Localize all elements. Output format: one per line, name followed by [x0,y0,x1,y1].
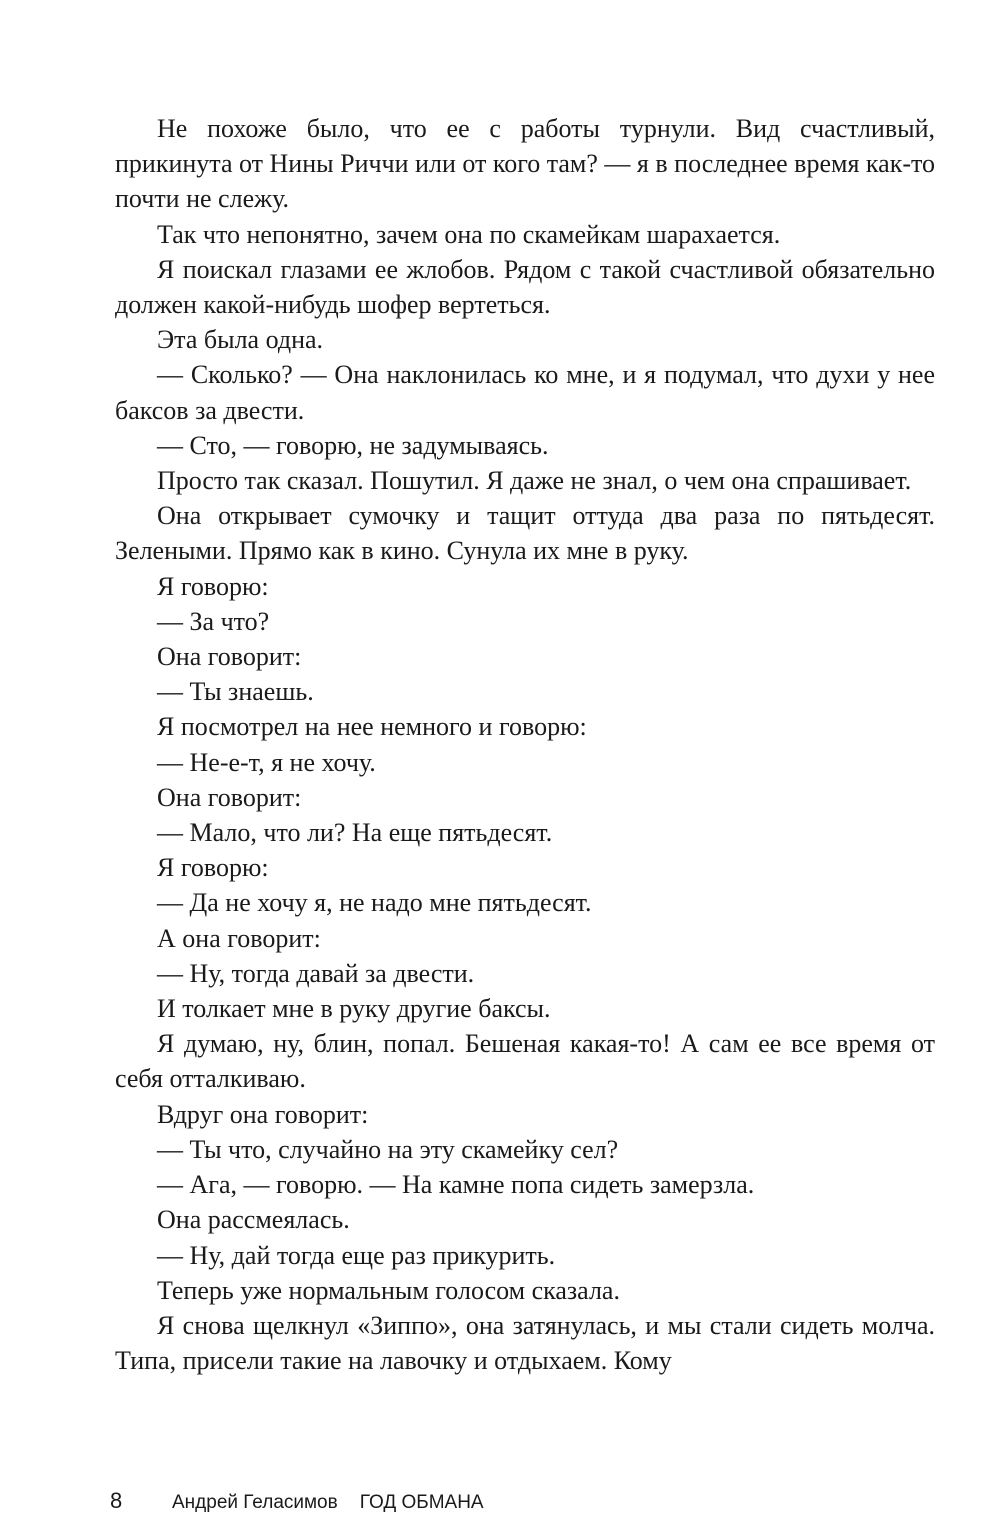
paragraph: Она рассмеялась. [157,1205,350,1235]
paragraph: Не похоже было, что ее с работы турнули. Вид счастливый, прикинута от Нины Риччи или от кого там? — я в последнее время как-то почти не слежу. [115,114,935,214]
page-number: 8 [110,1488,123,1513]
paragraph: Я посмотрел на нее немного и говорю: [157,712,587,742]
paragraph: Теперь уже нормальным голосом сказала. [157,1275,620,1305]
book-title: ГОД ОБМАНА [359,1492,484,1513]
paragraph: — Сколько? — Она наклонилась ко мне, и я подумал, что духи у нее баксов за двести. [115,360,935,425]
page-text [115,111,935,1378]
author-name: Андрей Геласимов [172,1492,338,1513]
paragraph: — Ты что, случайно на эту скамейку сел? [157,1134,619,1164]
paragraph: — Ну, дай тогда еще раз прикурить. [157,1240,556,1270]
paragraph: Она говорит: [157,642,302,672]
paragraph: — Сто, — говорю, не задумываясь. [157,430,549,460]
paragraph: А она говорит: [157,923,321,953]
paragraph: Эта была одна. [157,325,324,355]
paragraph: Я думаю, ну, блин, попал. Бешеная какая-то! А сам ее все время от себя отталкиваю. [115,1029,935,1094]
paragraph: — Не-е-т, я не хочу. [157,747,376,777]
paragraph: — За что? [157,606,270,636]
paragraph: — Ага, — говорю. — На камне попа сидеть замерзла. [157,1170,755,1200]
paragraph: — Да не хочу я, не надо мне пятьдесят. [157,888,592,918]
paragraph: Я поискал глазами ее жлобов. Рядом с такой счастливой обязательно должен какой-нибудь шофер вертеться. [115,254,935,320]
page-footer [110,1488,484,1514]
paragraph: — Ну, тогда давай за двести. [157,958,475,988]
paragraph: — Мало, что ли? На еще пятьдесят. [157,818,553,848]
paragraph: И толкает мне в руку другие баксы. [157,994,551,1024]
paragraph: Я говорю: [157,853,269,883]
paragraph: Я снова щелкнул «Зиппо», она затянулась, и мы стали сидеть молча. Типа, присели такие на лавочку и отдыхаем. Кому [115,1310,935,1376]
paragraph: Она говорит: [157,782,302,812]
paragraph: Я говорю: [157,571,269,601]
paragraph: — Ты знаешь. [157,677,314,707]
paragraph: Так что непонятно, зачем она по скамейкам шарахается. [157,219,781,249]
paragraph: Вдруг она говорит: [157,1099,369,1129]
paragraph: Она открывает сумочку и тащит оттуда два раза по пятьдесят. Зелеными. Прямо как в кино. Сунула их мне в руку. [115,501,935,566]
paragraph: Просто так сказал. Пошутил. Я даже не знал, о чем она спрашивает. [157,466,912,496]
